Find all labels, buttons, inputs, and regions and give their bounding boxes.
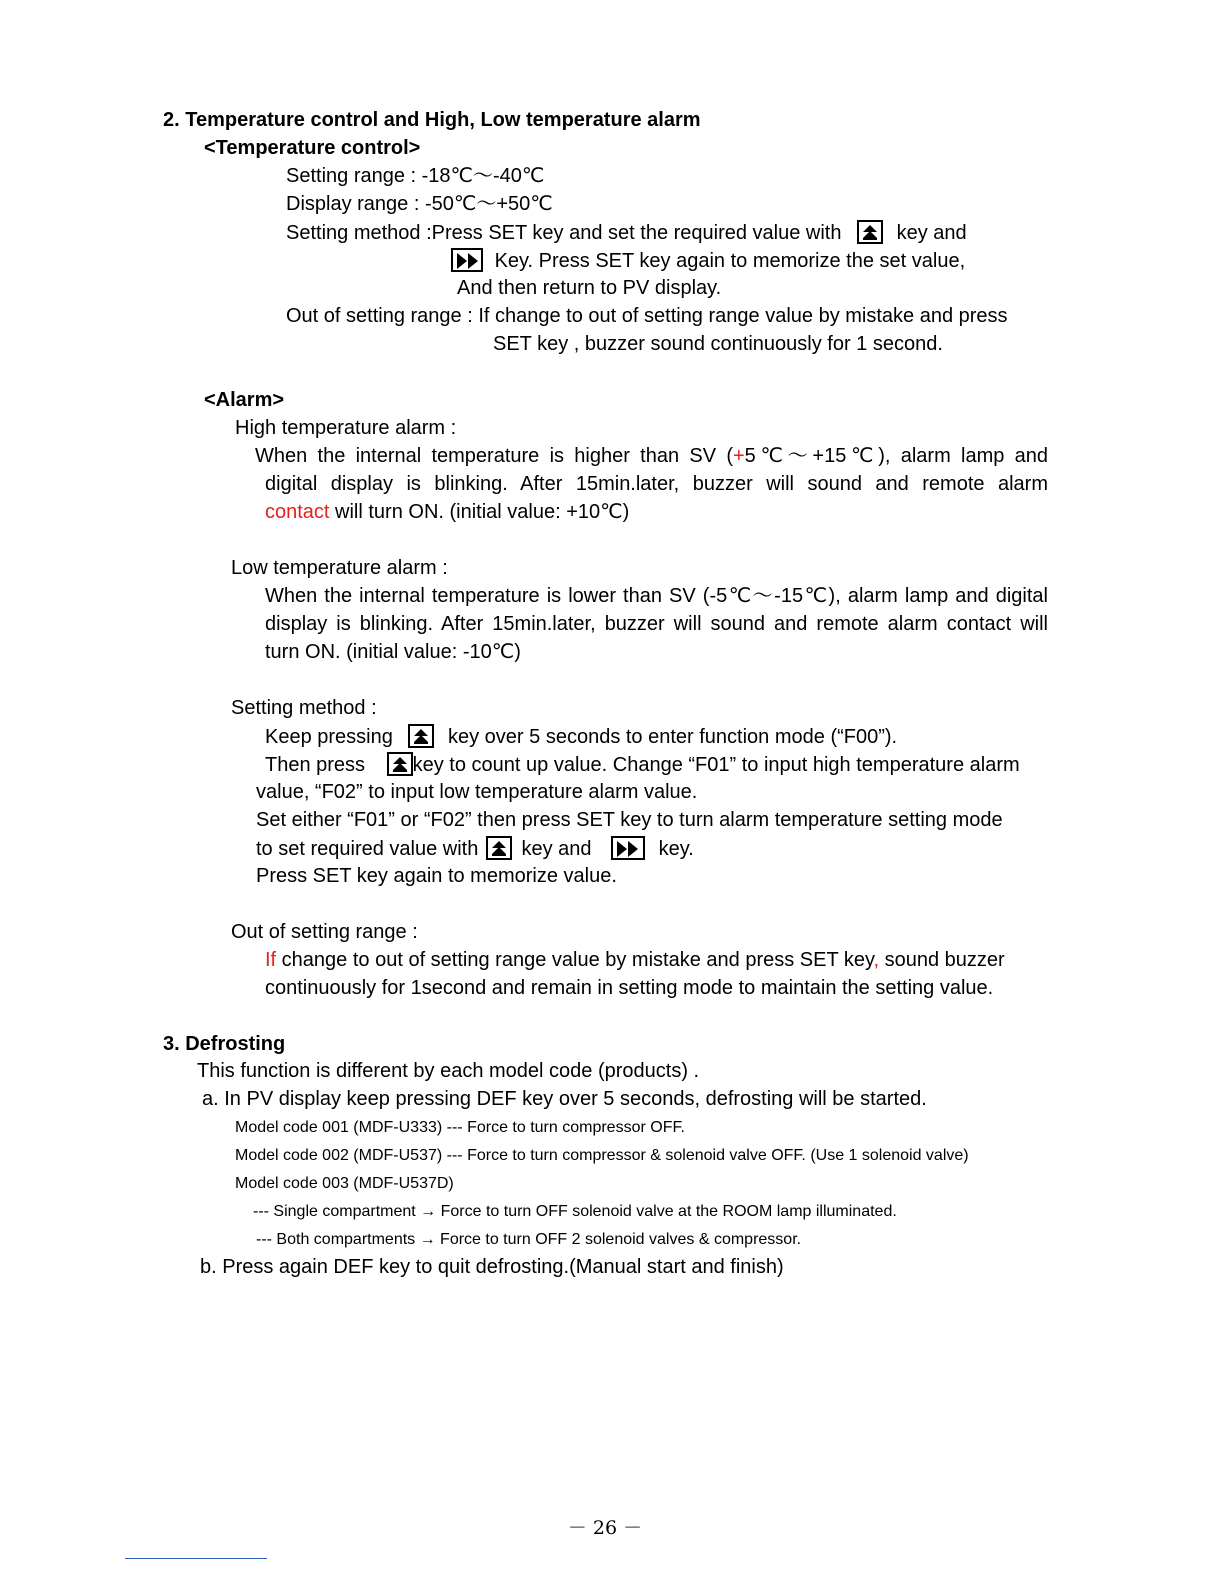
- set-required-text: to set required value with: [256, 838, 479, 860]
- high-alarm-text-a: When the internal temperature is higher than SV (: [255, 445, 733, 467]
- key-and-text: key and: [521, 838, 592, 860]
- alarm-method-line-5: [256, 836, 694, 861]
- high-alarm-plus: +: [732, 445, 745, 467]
- high-alarm-line-2: digital display is blinking. After 15min.later, buzzer will sound and remote alarm: [265, 473, 1048, 495]
- setting-method-memorize: Key. Press SET key again to memorize the set value,: [494, 250, 966, 272]
- if-highlight: If: [265, 949, 277, 971]
- comma-highlight: ,: [873, 949, 880, 971]
- alarm-out-text: change to out of setting range value by mistake and press SET key: [276, 949, 874, 971]
- out-of-range-line: Out of setting range : If change to out of setting range value by mistake and press: [286, 305, 1008, 327]
- setting-method-line-2: [451, 248, 965, 273]
- out-of-range-line-2: SET key , buzzer sound continuously for 1 second.: [493, 333, 943, 355]
- temperature-control-title: <Temperature control>: [204, 137, 421, 159]
- up-arrow-key-icon: [857, 220, 883, 244]
- function-mode-text: key over 5 seconds to enter function mode (“F00”).: [448, 726, 898, 748]
- keep-pressing-text: Keep pressing: [265, 726, 393, 748]
- alarm-method-line-4: Set either “F01” or “F02” then press SET key to turn alarm temperature setting mode: [256, 809, 1003, 831]
- alarm-method-line-1: [265, 724, 897, 749]
- model-code-003: Model code 003 (MDF-U537D): [235, 1175, 454, 1192]
- section-3-heading: 3. Defrosting: [163, 1033, 286, 1055]
- low-alarm-line-3: turn ON. (initial value: -10℃): [265, 641, 521, 663]
- alarm-out-of-range-label: Out of setting range :: [231, 921, 418, 943]
- up-arrow-key-icon: [387, 752, 413, 776]
- fast-forward-key-icon: [451, 248, 483, 272]
- display-range-line: Display range : -50℃～+50℃: [286, 193, 553, 215]
- alarm-title: <Alarm>: [204, 389, 285, 411]
- up-arrow-key-icon: [408, 724, 434, 748]
- alarm-out-line-1: [265, 948, 1005, 972]
- alarm-method-line-2: [265, 752, 1020, 777]
- defrost-intro: This function is different by each model code (products) .: [197, 1060, 700, 1082]
- high-alarm-initial: will turn ON. (initial value: +10℃): [329, 501, 630, 523]
- defrost-item-b: b. Press again DEF key to quit defrosting.(Manual start and finish): [200, 1256, 784, 1278]
- low-alarm-line-2: display is blinking. After 15min.later, buzzer will sound and remote alarm contact will: [265, 613, 1048, 635]
- sound-buzzer-text: sound buzzer: [879, 949, 1005, 971]
- up-arrow-key-icon: [486, 836, 512, 860]
- high-alarm-line-3: [265, 500, 629, 524]
- high-alarm-line-1: [255, 444, 1048, 468]
- low-alarm-line-1: When the internal temperature is lower than SV (-5℃～-15℃), alarm lamp and digital: [265, 585, 1048, 607]
- setting-range-line: Setting range : -18℃～-40℃: [286, 165, 545, 187]
- single-compartment: --- Single compartment → Force to turn OFF solenoid valve at the ROOM lamp illuminated.: [253, 1203, 897, 1220]
- page-number: － 26 －: [567, 1517, 643, 1539]
- alarm-out-line-2: continuously for 1second and remain in setting mode to maintain the setting value.: [265, 977, 994, 999]
- fast-forward-key-icon: [611, 836, 645, 860]
- alarm-method-line-6: Press SET key again to memorize value.: [256, 865, 617, 887]
- high-alarm-label: High temperature alarm :: [235, 417, 457, 439]
- alarm-setting-method-label: Setting method :: [231, 697, 377, 719]
- then-press-text: Then press: [265, 754, 366, 776]
- count-up-text: key to count up value. Change “F01” to input high temperature alarm: [412, 754, 1020, 776]
- defrost-item-a: a. In PV display keep pressing DEF key over 5 seconds, defrosting will be started.: [202, 1088, 927, 1110]
- high-alarm-contact: contact: [265, 501, 330, 523]
- setting-method-line: [286, 220, 967, 245]
- model-code-001: Model code 001 (MDF-U333) --- Force to turn compressor OFF.: [235, 1119, 685, 1136]
- low-alarm-label: Low temperature alarm :: [231, 557, 448, 579]
- alarm-method-line-3: value, “F02” to input low temperature alarm value.: [256, 781, 698, 803]
- setting-method-text: Setting method :Press SET key and set the required value with: [286, 222, 842, 244]
- model-code-002: Model code 002 (MDF-U537) --- Force to turn compressor & solenoid valve OFF. (Use 1 solenoid valve): [235, 1147, 969, 1164]
- return-pv-line: And then return to PV display.: [457, 277, 722, 299]
- key-period-text: key.: [658, 838, 694, 860]
- section-2-heading: 2. Temperature control and High, Low temperature alarm: [163, 109, 701, 131]
- setting-method-key-and: key and: [896, 222, 967, 244]
- footer-rule: [125, 1558, 267, 1559]
- high-alarm-text-c: 5℃～+15℃), alarm lamp and: [744, 445, 1048, 467]
- both-compartments: --- Both compartments → Force to turn OFF 2 solenoid valves & compressor.: [256, 1231, 802, 1248]
